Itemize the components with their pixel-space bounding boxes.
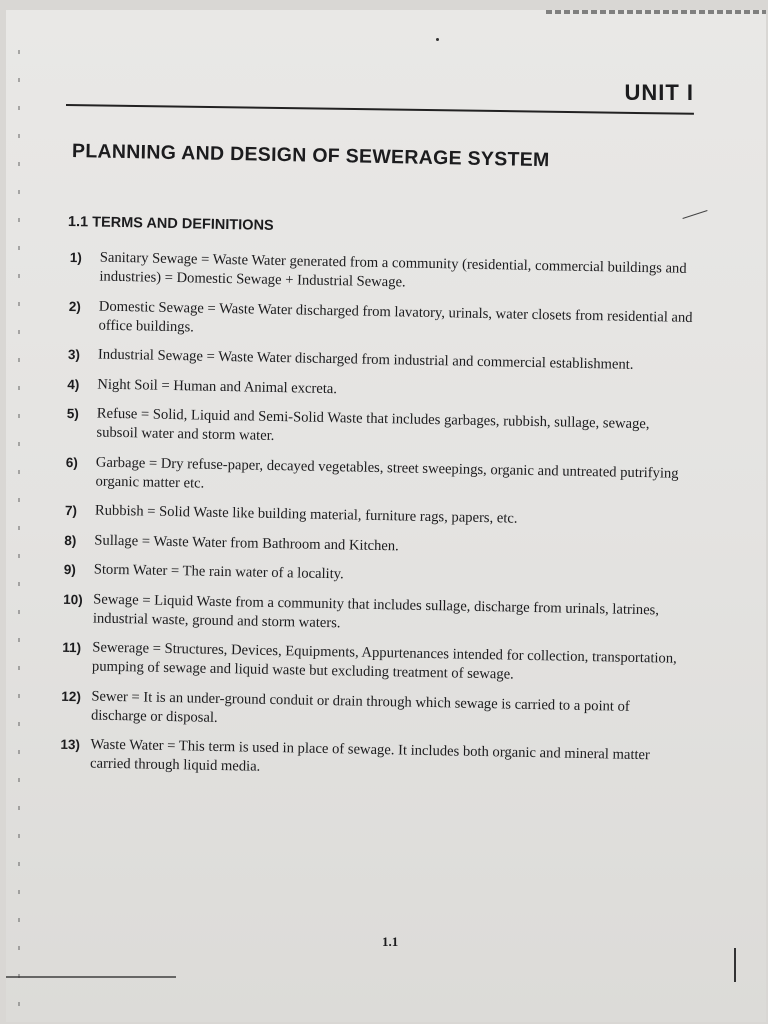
top-edge-print <box>546 10 766 14</box>
term-item <box>68 296 695 346</box>
term-number: 8) <box>64 532 77 548</box>
term-definition: Garbage = Dry refuse-paper, decayed vegetables, street sweepings, organic and untreated putrifying organic matter etc. <box>95 454 679 492</box>
term-item <box>67 374 693 405</box>
term-item <box>66 404 693 454</box>
term-definition: Industrial Sewage = Waste Water discharged from industrial and commercial establishment. <box>97 346 634 373</box>
chapter-title: PLANNING AND DESIGN OF SEWERAGE SYSTEM <box>71 140 550 172</box>
term-definition: Sewer = It is an under-ground conduit or drain through which sewage is carried to a point of discharge or disposal. <box>90 687 630 726</box>
term-number: 1) <box>69 249 82 266</box>
term-definition: Sullage = Waste Water from Bathroom and Kitchen. <box>94 532 399 554</box>
term-number: 7) <box>64 502 78 519</box>
term-definition: Domestic Sewage = Waste Water discharged from lavatory, urinals, water closets from residential and office buildings. <box>98 298 693 335</box>
term-definition: Waste Water = This term is used in place of sewage. It includes both organic and mineral matter carried through liquid media. <box>89 736 650 775</box>
term-number: 11) <box>62 639 82 656</box>
term-number: 10) <box>63 591 83 607</box>
term-item <box>69 248 696 298</box>
term-item <box>61 686 688 736</box>
term-number: 6) <box>65 454 79 470</box>
section-heading: 1.1 TERMS AND DEFINITIONS <box>67 214 274 234</box>
term-definition: Refuse = Solid, Liquid and Semi-Solid Waste that includes garbages, rubbish, sullage, sewage, subsoil water and storm water. <box>96 405 650 444</box>
term-definition: Night Soil = Human and Animal excreta. <box>97 376 338 397</box>
term-definition: Storm Water = The rain water of a locality. <box>93 561 344 583</box>
term-definition: Sewerage = Structures, Devices, Equipments, Appurtenances intended for collection, transportation, pumping of sewage and liquid waste but excluding treatment of sewage. <box>91 639 677 683</box>
term-number: 9) <box>63 561 76 578</box>
margin-pen-mark <box>734 948 736 982</box>
term-definition: Rubbish = Solid Waste like building material, furniture rags, papers, etc. <box>94 502 518 527</box>
term-item <box>68 345 694 376</box>
term-item <box>60 735 687 785</box>
term-number: 5) <box>66 405 79 422</box>
unit-label: UNIT I <box>624 80 694 105</box>
term-definition: Sanitary Sewage = Waste Water generated from a community (residential, commercial buildings and industries) = Domestic Sewage + Industrial Sewage. <box>99 249 687 291</box>
bottom-edge-line <box>6 976 176 978</box>
term-number: 12) <box>61 688 82 704</box>
terms-list <box>60 248 696 795</box>
term-item <box>64 530 690 561</box>
term-item <box>65 501 691 532</box>
term-number: 13) <box>60 736 81 753</box>
term-number: 2) <box>68 298 82 314</box>
term-item <box>62 638 689 688</box>
term-item <box>65 452 692 502</box>
term-number: 4) <box>67 376 80 392</box>
ink-dot <box>436 38 439 41</box>
term-number: 3) <box>67 346 81 363</box>
left-margin-marks <box>18 50 20 1010</box>
term-item <box>64 560 690 591</box>
term-item <box>63 589 690 639</box>
document-page <box>6 10 766 1022</box>
header-rule <box>66 104 694 115</box>
term-definition: Sewage = Liquid Waste from a community that includes sullage, discharge from urinals, latrines, industrial waste, ground and storm waters. <box>92 591 660 631</box>
page-number: 1.1 <box>382 934 399 949</box>
pen-mark <box>682 210 707 219</box>
